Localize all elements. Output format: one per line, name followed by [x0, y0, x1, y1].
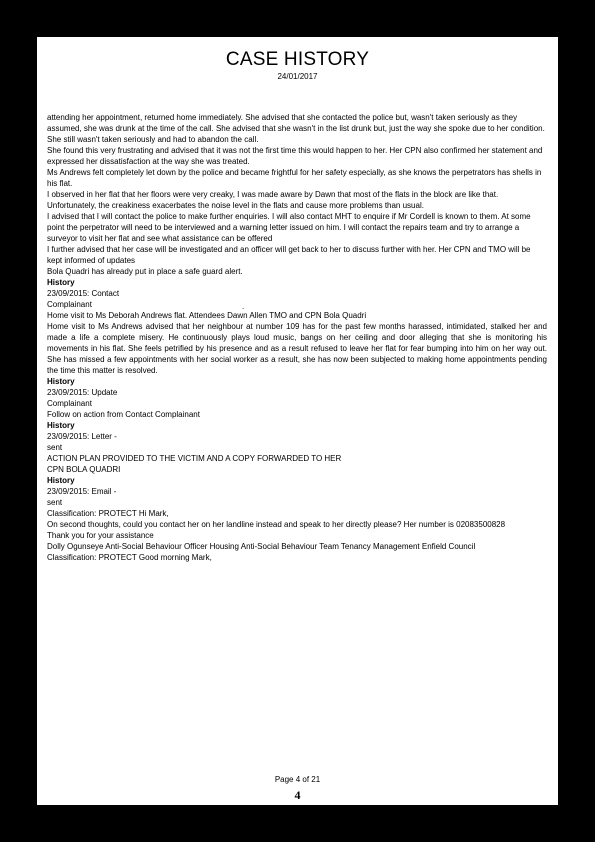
visit-intro: Home visit to Ms Deborah Andrews flat. Attendees Dawn Allen TMO and CPN Bola Quadri — [47, 311, 367, 320]
visit-detail: Home visit to Ms Andrews advised that her neighbour at number 109 has for the past few months harassed, intimidated, stalked her and made a life a complete misery. He continuously plays loud music, bangs on her ceiling and door alleging that she is monitoring his movements in his flat. She feels petrified by his presence and as a result refused to leave her flat for fear bumping into him on her way out. She has missed a few appointments with her social worker as a result, she has now been subjected to making home appointments pending the time this matter is resolved. — [47, 322, 547, 375]
page-title: CASE HISTORY — [225, 49, 370, 70]
history-entry-type-label: Complainant — [47, 300, 92, 309]
history-entry-date: 23/09/2015: Contact — [47, 289, 120, 298]
history-entry-type — [47, 299, 547, 310]
paragraph: Bola Quadri has already put in place a safe guard alert. — [47, 267, 243, 276]
report-date: 24/01/2017 — [277, 72, 318, 81]
paragraph: Ms Andrews felt completely let down by the police and became frightful for her safety especially, as she knows the perpetrators has shells in his flat. — [47, 168, 542, 188]
email-signature: Dolly Ogunseye Anti-Social Behaviour Officer Housing Anti-Social Behaviour Team Tenancy Management Enfield Council — [47, 542, 476, 551]
history-entry-note: Follow on action from Contact Complainant — [47, 410, 200, 419]
history-heading: History — [47, 278, 75, 287]
email-thanks: Thank you for your assistance — [47, 531, 154, 540]
action-plan-line: ACTION PLAN PROVIDED TO THE VICTIM AND A COPY FORWARDED TO HER — [47, 454, 342, 463]
paragraph: She found this very frustrating and advised that it was not the first time this would happen to her. Her CPN also confirmed her statement and expressed her dissatisfaction at the way she was treated. — [47, 146, 543, 166]
paragraph: I advised that I will contact the police to make further enquiries. I will also contact MHT to enquire if Mr Cordell is known to them. At some point the perpetrator will need to be interviewed and a warning letter issued on him. I will contact the repairs team and try to arrange a surveyor to visit her flat and see what assistance can be offered — [47, 212, 531, 243]
email-message: On second thoughts, could you contact her on her landline instead and speak to her directly please? Her number is 02083500828 — [47, 520, 506, 529]
history-entry-type: sent — [47, 443, 63, 452]
history-entry-date: 23/09/2015: Email - — [47, 487, 117, 496]
history-heading: History — [47, 377, 75, 386]
page-footer-label: Page 4 of 21 — [274, 775, 321, 784]
history-entry-date: 23/09/2015: Update — [47, 388, 118, 397]
email-classification: Classification: PROTECT Hi Mark, — [47, 509, 169, 518]
paragraph: I observed in her flat that her floors were very creaky, I was made aware by Dawn that most of the flats in the block are like that. Unfortunately, the creakiness exacerbates the noise level in the flats and cause more problems than usual. — [47, 190, 499, 210]
email-classification: Classification: PROTECT Good morning Mark, — [47, 553, 212, 562]
history-entry-date: 23/09/2015: Letter - — [47, 432, 117, 441]
action-plan-line: CPN BOLA QUADRI — [47, 465, 121, 474]
page-number: 4 — [294, 788, 301, 802]
history-entry-type: sent — [47, 498, 63, 507]
stray-dot: . — [242, 302, 245, 311]
history-heading: History — [47, 476, 75, 485]
history-entry-type: Complainant — [47, 399, 92, 408]
paragraph: attending her appointment, returned home immediately. She advised that she contacted the police but, wasn't taken seriously as they assumed, she was drunk at the time of the call. She advised that she wasn't in the list drunk but, just the way she spoke due to her condition. She still wasn't taken seriously and had to abandon the call. — [47, 113, 545, 144]
document-body — [47, 112, 547, 563]
document-page — [37, 37, 558, 805]
history-heading: History — [47, 421, 75, 430]
paragraph: I further advised that her case will be investigated and an officer will get back to her to discuss further with her. Her CPN and TMO will be kept informed of updates — [47, 245, 531, 265]
